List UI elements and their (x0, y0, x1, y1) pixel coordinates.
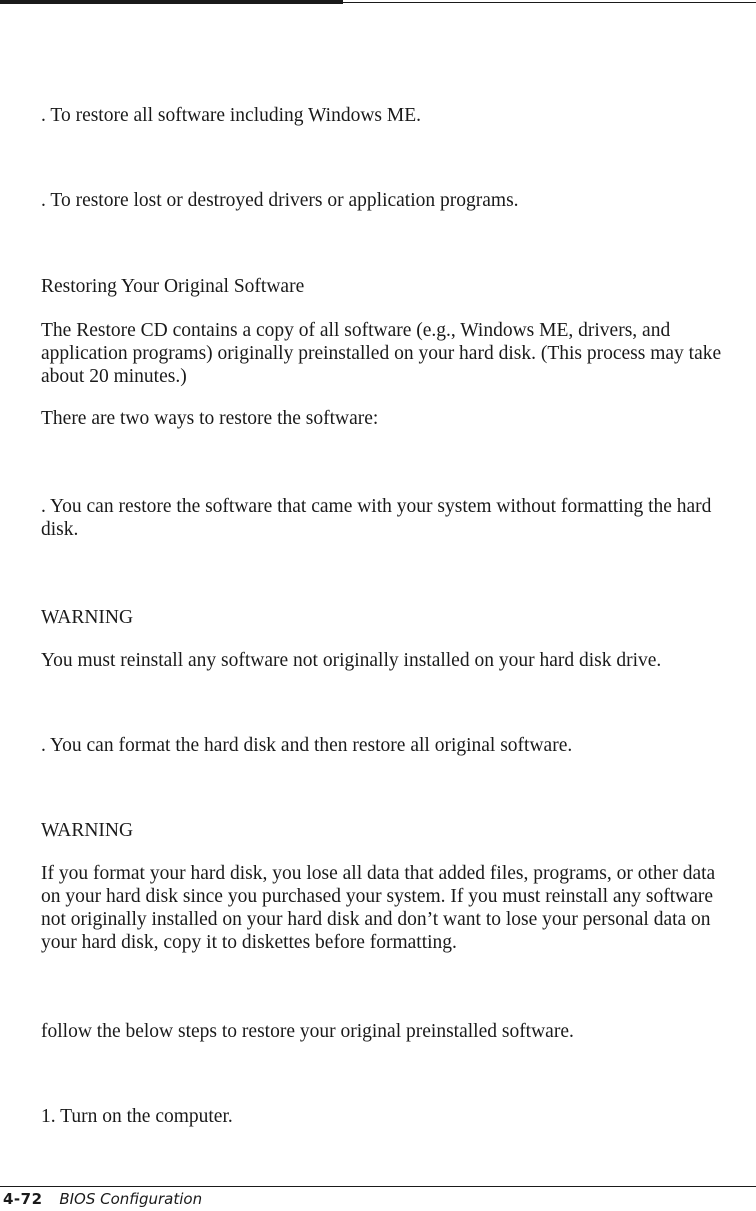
warning-label-2: WARNING (41, 820, 134, 841)
restore-drivers-line: . To restore lost or destroyed drivers or application programs. (41, 190, 519, 211)
page-number: 4-72 (3, 1190, 43, 1208)
section-heading: Restoring Your Original Software (41, 276, 305, 297)
warning-text-1: You must reinstall any software not originally installed on your hard disk drive. (41, 650, 662, 671)
restore-all-software-line: . To restore all software including Windows ME. (41, 105, 422, 126)
two-ways-intro: There are two ways to restore the software: (41, 408, 379, 429)
step-1: 1. Turn on the computer. (41, 1106, 233, 1127)
restore-without-format-paragraph: . You can restore the software that came with your system without formatting the hard disk. (41, 496, 712, 540)
format-and-restore-paragraph: . You can format the hard disk and then restore all original software. (41, 735, 573, 756)
page-footer (3, 1189, 202, 1209)
header-rule-thin (343, 2, 756, 3)
footer-rule (0, 1186, 756, 1187)
restore-cd-description: The Restore CD contains a copy of all software (e.g., Windows ME, drivers, and application programs) originally preinstalled on your hard disk. (This process may take about 20 minutes.) (41, 320, 722, 387)
warning-label-1: WARNING (41, 607, 134, 628)
header-rule-thick (0, 0, 343, 4)
warning-text-2: If you format your hard disk, you lose all data that added files, programs, or other data on your hard disk since you purchased your system. If you must reinstall any software not originally installed on your hard disk and don’t want to lose your personal data on your hard disk, copy it to diskettes before formatting. (41, 863, 716, 953)
steps-intro: follow the below steps to restore your original preinstalled software. (41, 1021, 574, 1042)
section-title: BIOS Configuration (59, 1190, 203, 1208)
